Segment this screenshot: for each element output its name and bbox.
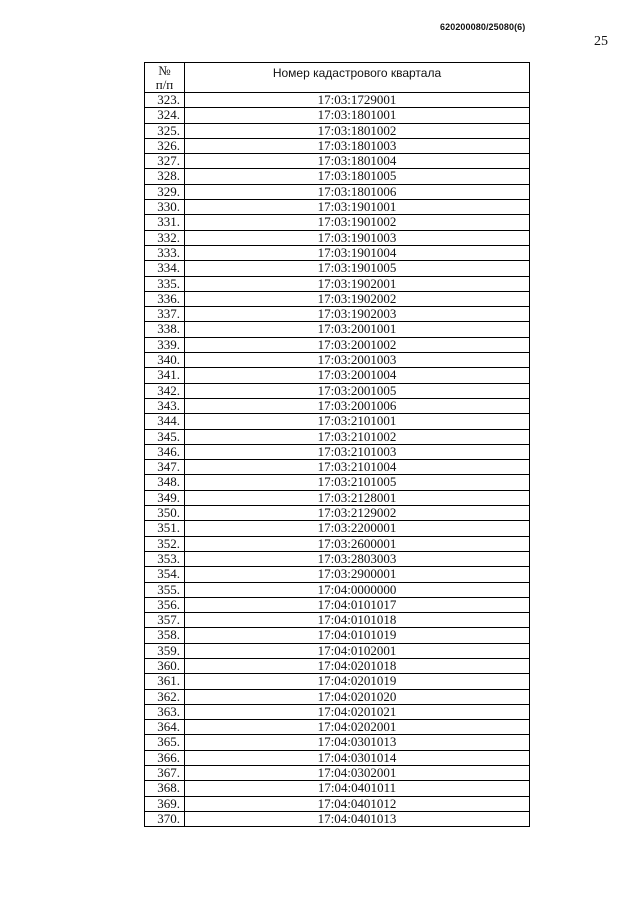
table-row xyxy=(145,735,530,750)
table-row xyxy=(145,536,530,551)
cadastral-number-cell: 17:04:0101018 xyxy=(185,613,530,628)
row-number-cell: 360. xyxy=(145,658,185,673)
row-number-cell: 359. xyxy=(145,643,185,658)
table-row xyxy=(145,444,530,459)
cadastral-number-cell: 17:03:1901003 xyxy=(185,230,530,245)
cadastral-number-cell: 17:03:2001001 xyxy=(185,322,530,337)
table-row xyxy=(145,551,530,566)
cadastral-number-cell: 17:03:2101001 xyxy=(185,414,530,429)
table-row xyxy=(145,230,530,245)
cadastral-number-cell: 17:04:0201021 xyxy=(185,704,530,719)
cadastral-number-cell: 17:04:0201020 xyxy=(185,689,530,704)
table-row xyxy=(145,643,530,658)
row-number-cell: 352. xyxy=(145,536,185,551)
cadastral-number-cell: 17:03:2129002 xyxy=(185,506,530,521)
row-number-cell: 368. xyxy=(145,781,185,796)
cadastral-number-cell: 17:03:1729001 xyxy=(185,93,530,108)
table-row xyxy=(145,781,530,796)
cadastral-number-cell: 17:03:1902001 xyxy=(185,276,530,291)
table-row xyxy=(145,613,530,628)
cadastral-number-cell: 17:04:0101019 xyxy=(185,628,530,643)
row-number-cell: 354. xyxy=(145,567,185,582)
row-number-cell: 367. xyxy=(145,766,185,781)
table-header-row xyxy=(145,63,530,93)
cadastral-number-cell: 17:03:1801002 xyxy=(185,123,530,138)
cadastral-number-cell: 17:03:1901005 xyxy=(185,261,530,276)
row-number-cell: 344. xyxy=(145,414,185,429)
cadastral-number-cell: 17:03:1801003 xyxy=(185,138,530,153)
cadastral-number-cell: 17:04:0101017 xyxy=(185,597,530,612)
cadastral-number-cell: 17:03:1801006 xyxy=(185,184,530,199)
row-number-cell: 343. xyxy=(145,398,185,413)
row-number-cell: 324. xyxy=(145,108,185,123)
table-row xyxy=(145,796,530,811)
table-row xyxy=(145,720,530,735)
table-row xyxy=(145,138,530,153)
table-row xyxy=(145,567,530,582)
cadastral-number-cell: 17:03:2900001 xyxy=(185,567,530,582)
row-number-cell: 335. xyxy=(145,276,185,291)
table-row xyxy=(145,490,530,505)
table-row xyxy=(145,368,530,383)
table-row xyxy=(145,704,530,719)
page-number: 25 xyxy=(594,34,608,49)
row-number-cell: 356. xyxy=(145,597,185,612)
row-number-cell: 364. xyxy=(145,720,185,735)
table-row xyxy=(145,750,530,765)
row-number-cell: 342. xyxy=(145,383,185,398)
row-number-cell: 328. xyxy=(145,169,185,184)
row-number-cell: 336. xyxy=(145,291,185,306)
cadastral-number-cell: 17:03:2803003 xyxy=(185,551,530,566)
row-number-cell: 339. xyxy=(145,337,185,352)
row-number-cell: 366. xyxy=(145,750,185,765)
cadastral-number-cell: 17:04:0301014 xyxy=(185,750,530,765)
cadastral-number-cell: 17:04:0302001 xyxy=(185,766,530,781)
table-row xyxy=(145,93,530,108)
table-row xyxy=(145,460,530,475)
row-number-cell: 350. xyxy=(145,506,185,521)
table-row xyxy=(145,307,530,322)
row-number-cell: 355. xyxy=(145,582,185,597)
table-row xyxy=(145,597,530,612)
row-number-cell: 348. xyxy=(145,475,185,490)
table-row xyxy=(145,658,530,673)
row-number-cell: 323. xyxy=(145,93,185,108)
cadastral-number-cell: 17:04:0301013 xyxy=(185,735,530,750)
row-number-cell: 337. xyxy=(145,307,185,322)
table-row xyxy=(145,811,530,826)
row-number-cell: 353. xyxy=(145,551,185,566)
cadastral-number-cell: 17:03:2101003 xyxy=(185,444,530,459)
cadastral-number-cell: 17:03:1901002 xyxy=(185,215,530,230)
table-row xyxy=(145,200,530,215)
row-number-cell: 365. xyxy=(145,735,185,750)
cadastral-number-cell: 17:04:0401012 xyxy=(185,796,530,811)
table-row xyxy=(145,582,530,597)
cadastral-quarters-table xyxy=(144,62,530,827)
row-number-cell: 334. xyxy=(145,261,185,276)
cadastral-number-cell: 17:04:0000000 xyxy=(185,582,530,597)
row-number-cell: 357. xyxy=(145,613,185,628)
table-row xyxy=(145,383,530,398)
table-row xyxy=(145,169,530,184)
row-number-cell: 358. xyxy=(145,628,185,643)
cadastral-number-cell: 17:03:2101002 xyxy=(185,429,530,444)
cadastral-number-cell: 17:03:1902003 xyxy=(185,307,530,322)
cadastral-number-cell: 17:04:0401011 xyxy=(185,781,530,796)
row-number-cell: 345. xyxy=(145,429,185,444)
row-number-cell: 338. xyxy=(145,322,185,337)
table-row xyxy=(145,689,530,704)
row-number-cell: 332. xyxy=(145,230,185,245)
row-number-cell: 370. xyxy=(145,811,185,826)
table-row xyxy=(145,398,530,413)
table-row xyxy=(145,337,530,352)
cadastral-number-cell: 17:03:1901001 xyxy=(185,200,530,215)
row-number-cell: 369. xyxy=(145,796,185,811)
column-header-number xyxy=(145,63,185,93)
table-row xyxy=(145,322,530,337)
cadastral-number-cell: 17:03:1801001 xyxy=(185,108,530,123)
row-number-cell: 361. xyxy=(145,674,185,689)
cadastral-number-cell: 17:03:1902002 xyxy=(185,291,530,306)
document-code: 620200080/25080(6) xyxy=(440,22,526,32)
row-number-cell: 333. xyxy=(145,245,185,260)
row-number-cell: 346. xyxy=(145,444,185,459)
table-row xyxy=(145,628,530,643)
table-body xyxy=(145,93,530,827)
row-number-cell: 349. xyxy=(145,490,185,505)
cadastral-number-cell: 17:03:2128001 xyxy=(185,490,530,505)
table-row xyxy=(145,291,530,306)
row-number-cell: 363. xyxy=(145,704,185,719)
cadastral-number-cell: 17:03:2600001 xyxy=(185,536,530,551)
row-number-cell: 326. xyxy=(145,138,185,153)
table-row xyxy=(145,475,530,490)
row-number-cell: 362. xyxy=(145,689,185,704)
row-number-cell: 347. xyxy=(145,460,185,475)
table-row xyxy=(145,506,530,521)
table-row xyxy=(145,521,530,536)
cadastral-number-cell: 17:03:1801004 xyxy=(185,154,530,169)
row-number-cell: 330. xyxy=(145,200,185,215)
column-header-cadastral-number: Номер кадастрового квартала xyxy=(185,63,530,93)
row-number-cell: 329. xyxy=(145,184,185,199)
cadastral-number-cell: 17:03:1801005 xyxy=(185,169,530,184)
column-header-number-line2: п/п xyxy=(155,77,174,92)
column-header-number-line1: № xyxy=(158,63,171,78)
table-row xyxy=(145,429,530,444)
cadastral-number-cell: 17:04:0202001 xyxy=(185,720,530,735)
cadastral-number-cell: 17:04:0201018 xyxy=(185,658,530,673)
cadastral-number-cell: 17:04:0102001 xyxy=(185,643,530,658)
table-row xyxy=(145,353,530,368)
table-row xyxy=(145,766,530,781)
row-number-cell: 341. xyxy=(145,368,185,383)
row-number-cell: 327. xyxy=(145,154,185,169)
table-row xyxy=(145,108,530,123)
row-number-cell: 351. xyxy=(145,521,185,536)
row-number-cell: 340. xyxy=(145,353,185,368)
table-row xyxy=(145,674,530,689)
table-row xyxy=(145,276,530,291)
cadastral-number-cell: 17:03:2001002 xyxy=(185,337,530,352)
table-row xyxy=(145,154,530,169)
cadastral-number-cell: 17:03:2001003 xyxy=(185,353,530,368)
cadastral-number-cell: 17:03:2200001 xyxy=(185,521,530,536)
row-number-cell: 325. xyxy=(145,123,185,138)
cadastral-number-cell: 17:03:2001006 xyxy=(185,398,530,413)
table-row xyxy=(145,414,530,429)
cadastral-number-cell: 17:03:1901004 xyxy=(185,245,530,260)
row-number-cell: 331. xyxy=(145,215,185,230)
cadastral-number-cell: 17:03:2101005 xyxy=(185,475,530,490)
cadastral-number-cell: 17:04:0201019 xyxy=(185,674,530,689)
table-row xyxy=(145,215,530,230)
cadastral-number-cell: 17:04:0401013 xyxy=(185,811,530,826)
table-row xyxy=(145,261,530,276)
table-row xyxy=(145,123,530,138)
cadastral-number-cell: 17:03:2001004 xyxy=(185,368,530,383)
table-row xyxy=(145,245,530,260)
cadastral-number-cell: 17:03:2001005 xyxy=(185,383,530,398)
cadastral-number-cell: 17:03:2101004 xyxy=(185,460,530,475)
table-row xyxy=(145,184,530,199)
